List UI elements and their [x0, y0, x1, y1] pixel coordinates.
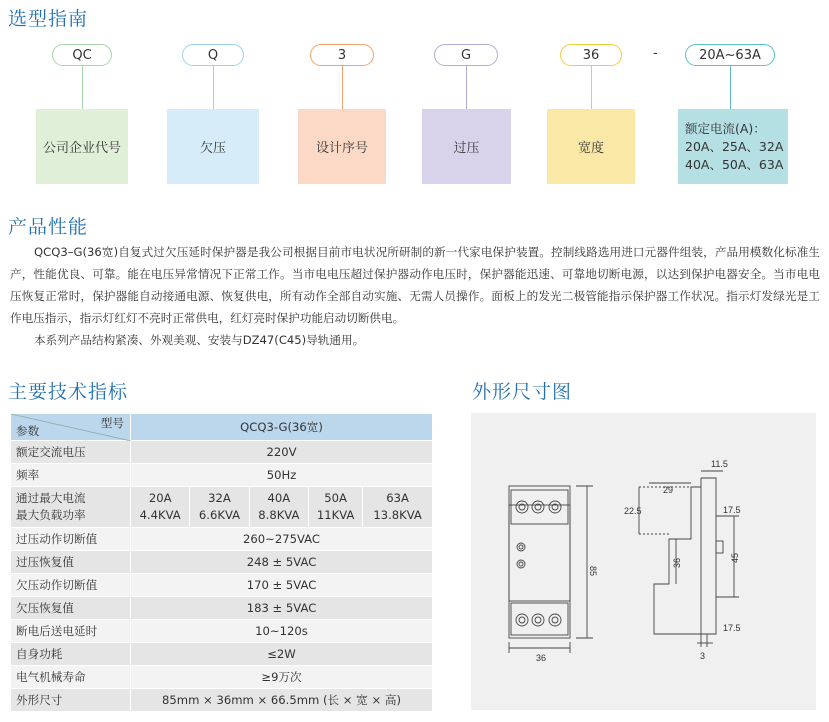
table-row: [11, 551, 433, 574]
current-value: 50A: [324, 491, 347, 505]
table-row: [11, 643, 433, 666]
connector-line: [213, 66, 214, 109]
dim-label: 36: [536, 653, 547, 663]
current-cell: [249, 487, 308, 528]
dimension-drawing: [471, 413, 816, 710]
features-paragraph-2: 本系列产品结构紧凑、外观美观、安装与DZ47(C45)导轨通用。: [34, 333, 365, 347]
table-row-current: [11, 487, 433, 528]
connector-line: [342, 66, 343, 109]
rated-current-line1: 20A、25A、32A: [685, 138, 784, 154]
spec-label: 欠压动作切断值: [11, 574, 131, 597]
table-row: [11, 441, 433, 464]
dim-label: 11.5: [711, 459, 728, 469]
spec-value: 248 ± 5VAC: [131, 551, 433, 574]
spec-label: 外形尺寸: [11, 689, 131, 712]
spec-label: 额定交流电压: [11, 441, 131, 464]
current-cell: [131, 487, 190, 528]
spec-value: ≥9万次: [131, 666, 433, 689]
connector-line: [730, 66, 731, 109]
code-pill-3: 3: [310, 44, 374, 66]
section-title-guide: 选型指南: [8, 8, 89, 30]
code-pill-current: 20A~63A: [685, 44, 775, 66]
spec-label: 自身功耗: [11, 643, 131, 666]
spec-label: 欠压恢复值: [11, 597, 131, 620]
spec-label: [11, 487, 131, 528]
code-box-width: 宽度: [547, 109, 635, 184]
current-value: 40A: [267, 491, 291, 505]
code-pill-36: 36: [560, 44, 622, 66]
spec-value: 183 ± 5VAC: [131, 597, 433, 620]
table-row: [11, 597, 433, 620]
spec-table: [10, 413, 433, 712]
dim-label: 29: [663, 485, 674, 495]
code-box-rated-current: [678, 109, 788, 184]
dim-label: 45: [730, 552, 740, 563]
current-value: 20A: [148, 491, 172, 505]
code-box-design: 设计序号: [298, 109, 386, 184]
header-param-label: 参数: [16, 424, 40, 438]
dimension-svg: [471, 413, 816, 710]
table-row: [11, 666, 433, 689]
spec-label: 断电后送电延时: [11, 620, 131, 643]
code-pill-qc: QC: [52, 44, 112, 66]
table-row: [11, 464, 433, 487]
rated-current-title: 额定电流(A)：: [685, 120, 766, 136]
spec-label: 电气机械寿命: [11, 666, 131, 689]
table-row: [11, 689, 433, 712]
code-box-overvoltage: 过压: [422, 109, 511, 184]
spec-value: 170 ± 5VAC: [131, 574, 433, 597]
spec-label: 过压动作切断值: [11, 528, 131, 551]
dim-label: 85: [588, 566, 598, 577]
dim-label: 22.5: [624, 506, 642, 516]
connector-line: [591, 66, 592, 109]
section-title-specs: 主要技术指标: [8, 381, 129, 403]
current-cell: [190, 487, 249, 528]
code-pill-q: Q: [182, 44, 244, 66]
power-value: 8.8KVA: [258, 508, 300, 522]
spec-label: 过压恢复值: [11, 551, 131, 574]
power-label: 最大负载功率: [16, 508, 86, 522]
code-pill-g: G: [434, 44, 498, 66]
dim-label: 36: [672, 557, 682, 568]
spec-value: 50Hz: [131, 464, 433, 487]
header-model-label: 型号: [100, 416, 124, 430]
rated-current-line2: 40A、50A、63A: [685, 156, 784, 172]
spec-value: 260~275VAC: [131, 528, 433, 551]
dim-label: 3: [700, 651, 706, 661]
spec-header-row: [11, 414, 433, 441]
current-value: 32A: [208, 491, 231, 505]
features-paragraph-1: QCQ3–G(36宽)自复式过欠压延时保护器是我公司根据目前市电状况所研制的新一代家电保护装置。控制线路选用进口元器件组装，产品用模数化标准生产，性能优良、可靠。能在电压异常情况下正常工作。当市电电压超过保护器动作电压时，保护器能迅速、可靠地切断电源，以达到保护电器安全。当市电电压恢复正常时，保护器能自动接通电源、恢复供电，所有动作全部自动实施、无需人员操作。面板上的发光二极管能指示保护器工作状况。指示灯发绿光是工作电压指示，指示灯红灯不亮时正常供电，红灯亮时保护功能启动切断供电。: [10, 245, 820, 325]
spec-value: 10~120s: [131, 620, 433, 643]
connector-line: [466, 66, 467, 109]
header-model-value: QCQ3-G(36宽): [131, 414, 433, 441]
table-row: [11, 528, 433, 551]
current-cell: [309, 487, 363, 528]
code-box-undervoltage: 欠压: [167, 109, 259, 184]
power-value: 4.4KVA: [139, 508, 181, 522]
spec-value: ≤2W: [131, 643, 433, 666]
power-value: 11KVA: [316, 508, 355, 522]
header-diagonal-cell: [11, 414, 131, 441]
spec-value: 85mm × 36mm × 66.5mm (长 × 宽 × 高): [131, 689, 433, 712]
spec-value: 220V: [131, 441, 433, 464]
code-separator: -: [653, 46, 658, 61]
table-row: [11, 620, 433, 643]
connector-line: [82, 66, 83, 109]
power-value: 6.6KVA: [198, 508, 241, 522]
spec-label: 频率: [11, 464, 131, 487]
power-value: 13.8KVA: [373, 508, 422, 522]
section-title-features: 产品性能: [8, 216, 89, 238]
dim-label: 17.5: [723, 623, 741, 633]
table-row: [11, 574, 433, 597]
dim-label: 17.5: [723, 505, 741, 515]
current-label: 通过最大电流: [16, 491, 86, 505]
section-title-dimensions: 外形尺寸图: [472, 381, 573, 403]
code-box-company: 公司企业代号: [36, 109, 128, 184]
current-value: 63A: [386, 491, 409, 505]
current-cell: [363, 487, 433, 528]
